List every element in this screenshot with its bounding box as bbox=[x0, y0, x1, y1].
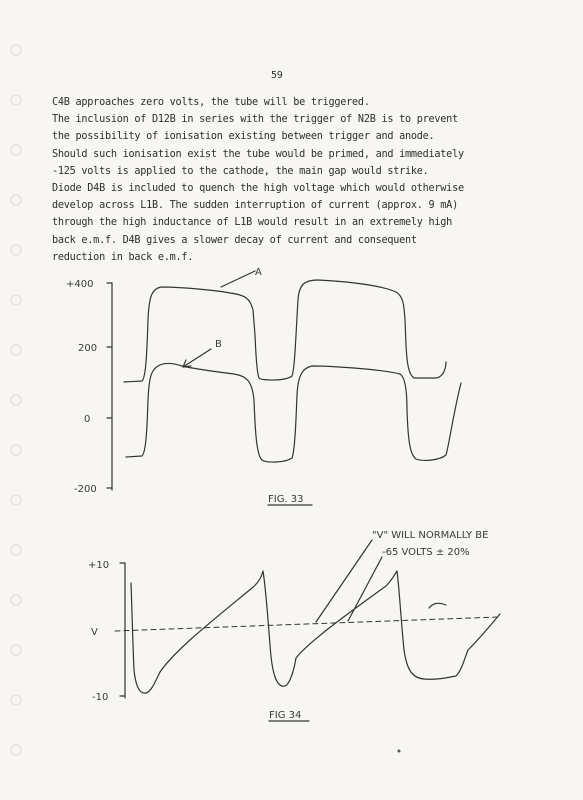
paragraph-line: C4B approaches zero volts, the tube will be triggered. bbox=[52, 97, 370, 108]
paragraph-line: Diode D4B is included to quench the high voltage which would otherwise bbox=[52, 182, 464, 194]
fig34-note-line: "V" WILL NORMALLY BE bbox=[372, 530, 489, 541]
fig34-tick-label-v: V bbox=[91, 627, 98, 638]
fig34-note-pointer bbox=[348, 557, 382, 621]
paragraph-line: reduction in back e.m.f. bbox=[52, 251, 194, 263]
binder-holes-graphic bbox=[6, 40, 26, 760]
fig33-tick-label: 200 bbox=[78, 343, 98, 354]
paragraph-line: through the high inductance of L1B would result in an extremely high bbox=[52, 217, 453, 229]
fig34-reference-line-v bbox=[115, 617, 498, 631]
fig33-tick-label: -200 bbox=[74, 484, 97, 495]
fig34-mark bbox=[429, 603, 446, 608]
fig33-pointer-b bbox=[183, 349, 211, 367]
paragraph-line: develop across L1B. The sudden interruption of current (approx. 9 mA) bbox=[52, 200, 458, 212]
body-paragraph bbox=[52, 97, 572, 269]
fig33-pointer-a bbox=[221, 271, 255, 287]
fig34-note-pointer bbox=[316, 540, 372, 622]
fig34-tick-label: +10 bbox=[88, 560, 110, 571]
paragraph-line: the possibility of ionisation existing between trigger and anode. bbox=[52, 131, 435, 143]
fig34-waveform bbox=[131, 571, 500, 693]
fig33-tick-label: 0 bbox=[84, 414, 91, 425]
fig34-tick-label: -10 bbox=[92, 692, 109, 703]
fig33-caption: FIG. 33 bbox=[268, 494, 304, 505]
fig33-waveform-a bbox=[124, 280, 446, 382]
paragraph-line: -125 volts is applied to the cathode, the main gap would strike. bbox=[52, 165, 429, 177]
paragraph-line: The inclusion of D12B in series with the trigger of N2B is to prevent bbox=[52, 114, 458, 126]
fig34-note-line: -65 VOLTS ± 20% bbox=[382, 547, 470, 558]
fig34-caption: FIG 34 bbox=[269, 710, 302, 721]
paragraph-line: Should such ionisation exist the tube would be primed, and immediately bbox=[52, 148, 464, 160]
paragraph-line: back e.m.f. D4B gives a slower decay of current and consequent bbox=[52, 234, 417, 246]
fig33-label-a: A bbox=[255, 267, 262, 278]
fig33-tick-label: +400 bbox=[66, 279, 94, 290]
fig33-waveform-b bbox=[126, 363, 461, 462]
page-number: 59 bbox=[271, 70, 283, 81]
fig33-label-b: B bbox=[215, 339, 222, 350]
fig33-arrowhead-b bbox=[183, 360, 191, 367]
